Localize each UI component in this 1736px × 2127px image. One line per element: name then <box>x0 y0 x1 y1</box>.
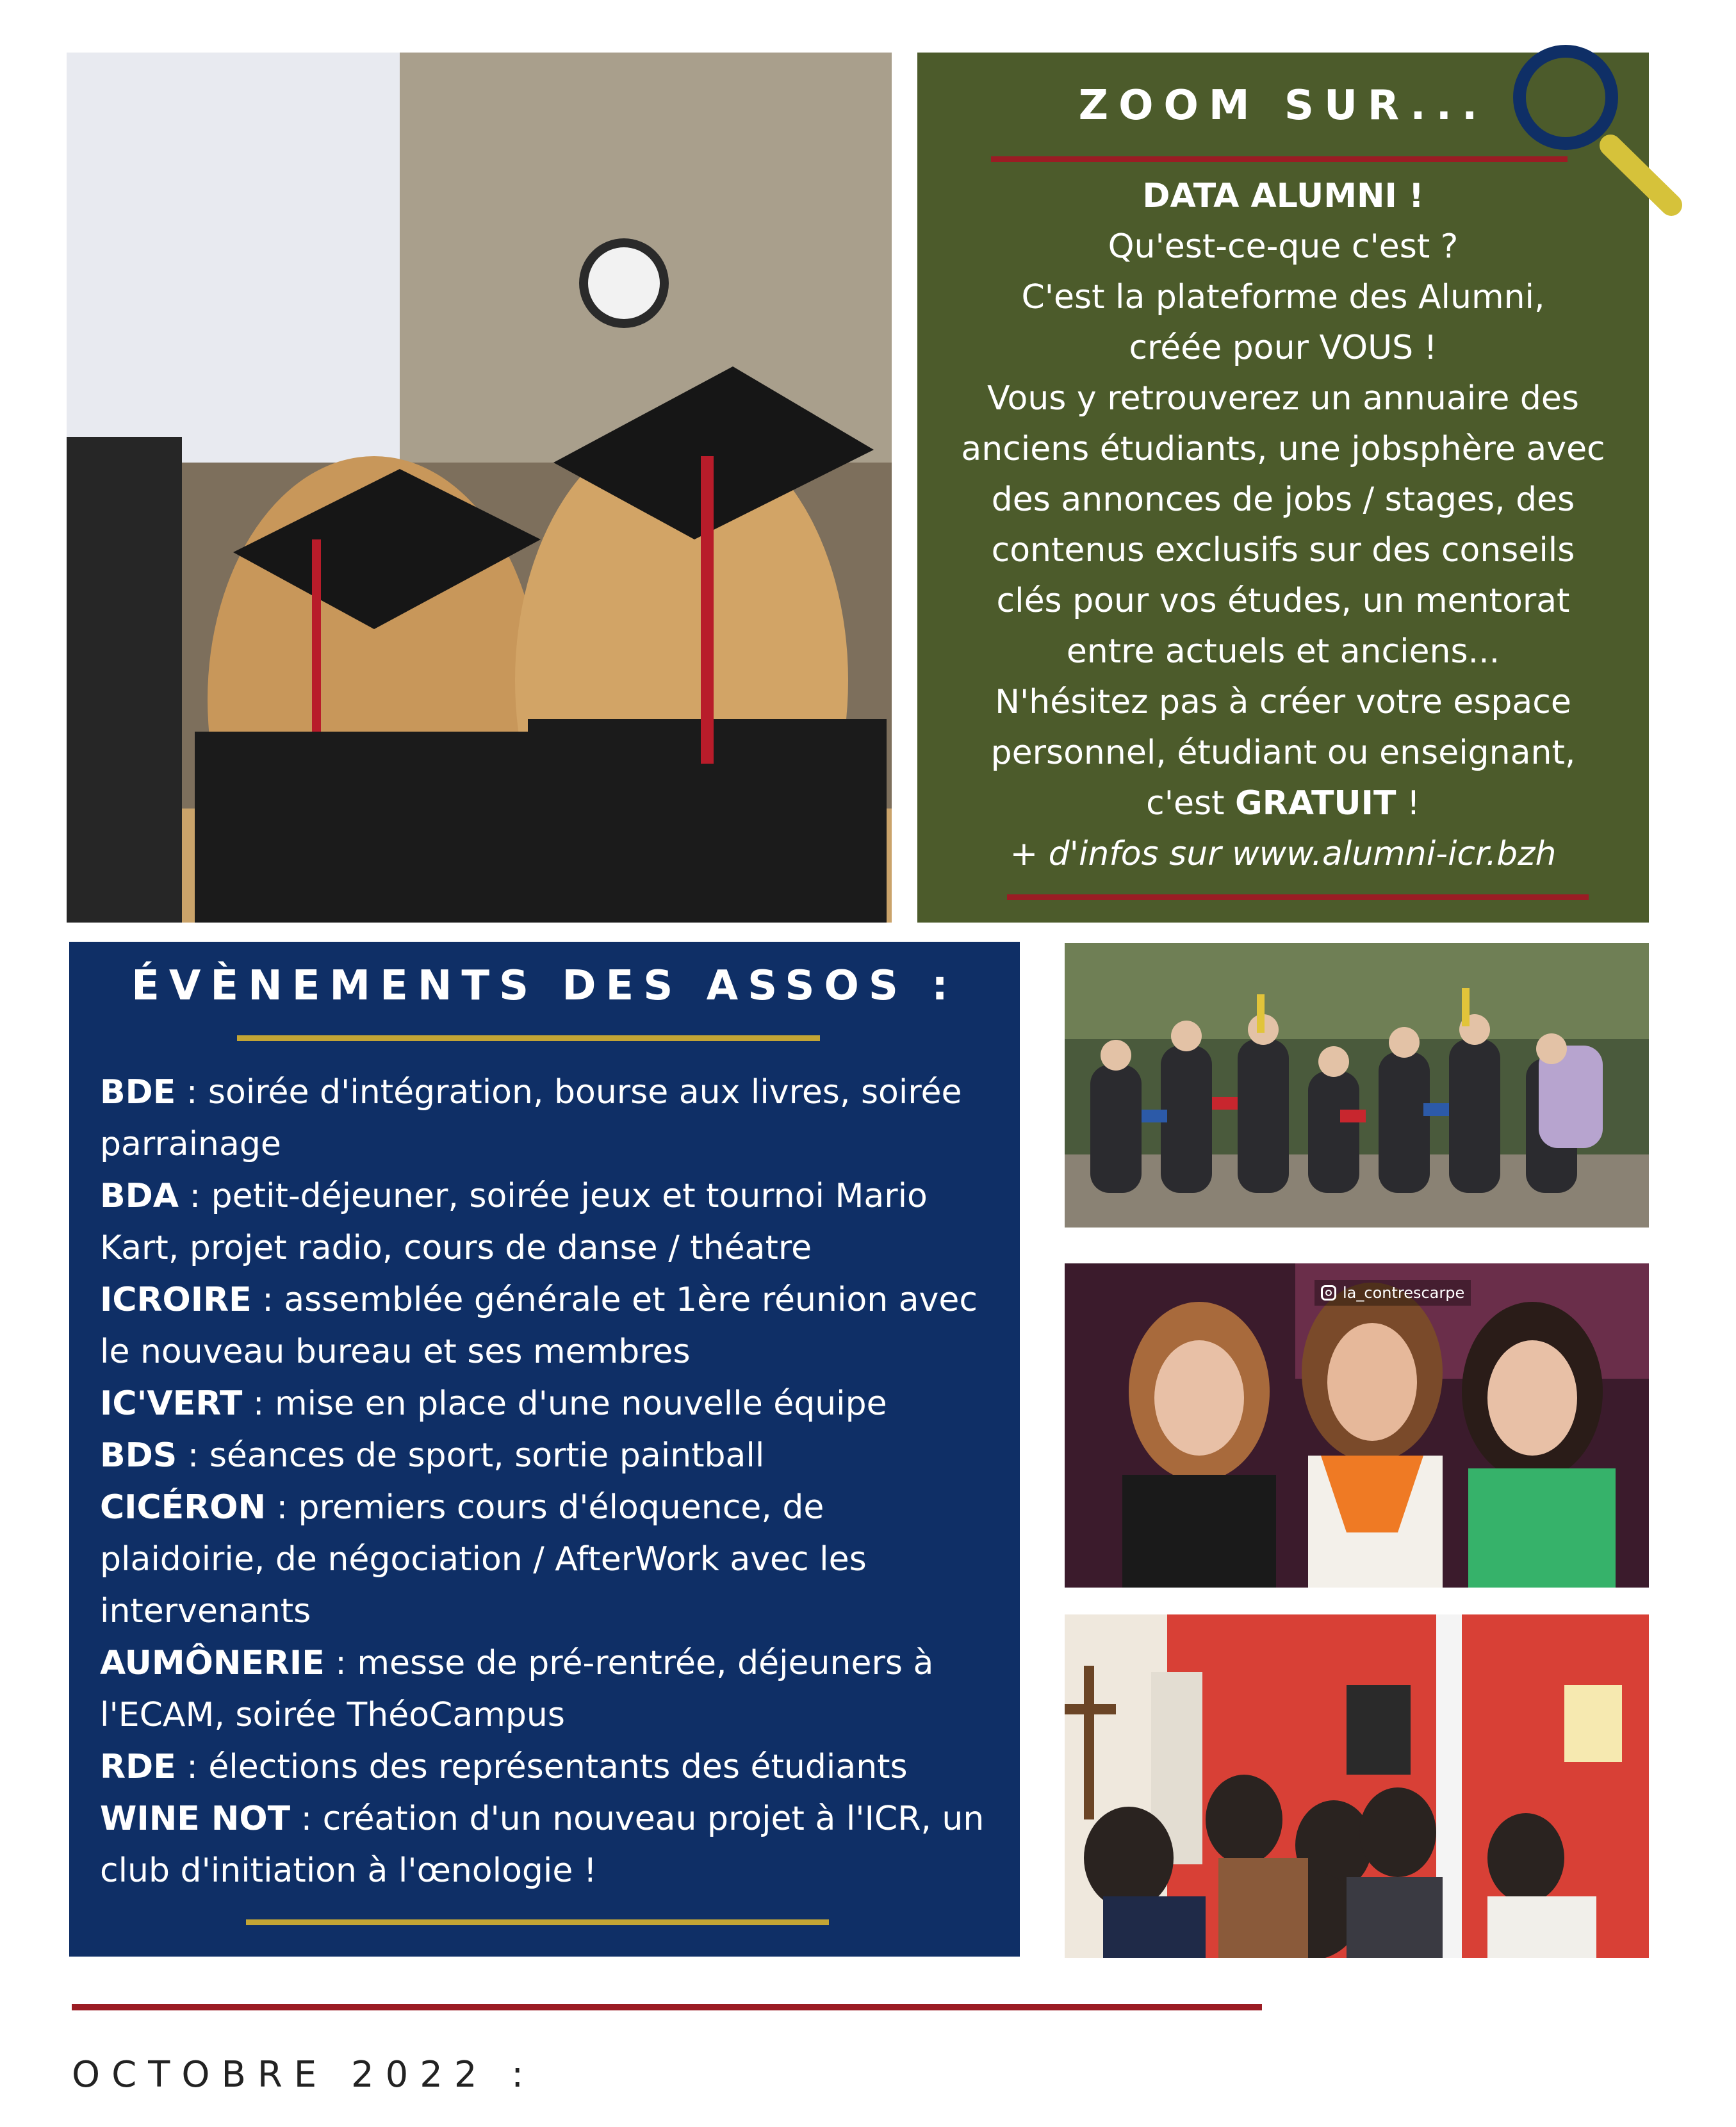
instagram-icon <box>1321 1285 1336 1301</box>
zoom-line: anciens étudiants, une jobsphère avec <box>961 430 1605 468</box>
magnifier-icon <box>1502 33 1694 226</box>
zoom-line: créée pour VOUS ! <box>1129 329 1437 367</box>
zoom-body <box>930 171 1636 880</box>
zoom-free-bold: GRATUIT <box>1235 784 1396 823</box>
zoom-more-info-link[interactable]: + d'infos sur www.alumni-icr.bzh <box>1010 835 1557 873</box>
events-panel <box>69 942 1020 1957</box>
zoom-line: contenus exclusifs sur des conseils <box>991 531 1575 570</box>
instagram-handle: la_contrescarpe <box>1343 1284 1465 1302</box>
events-top-divider <box>237 1035 820 1041</box>
list-item: CICÉRON : premiers cours d'éloquence, de plaidoirie, de négociation / AfterWork avec les intervenants <box>100 1488 867 1630</box>
zoom-bottom-divider <box>1007 894 1589 900</box>
friends-photo <box>1065 1263 1649 1588</box>
footer-date-label: OCTOBRE 2022 : <box>72 2054 536 2096</box>
zoom-line: Qu'est-ce-que c'est ? <box>1108 227 1459 266</box>
footer-divider <box>72 2004 1262 2010</box>
list-item: BDE : soirée d'intégration, bourse aux livres, soirée parrainage <box>100 1073 962 1163</box>
zoom-free-suffix: ! <box>1396 784 1420 823</box>
zoom-line: Vous y retrouverez un annuaire des <box>987 379 1579 418</box>
zoom-subtitle: DATA ALUMNI ! <box>1142 177 1424 215</box>
graduation-photo <box>67 53 892 923</box>
list-item: BDS : séances de sport, sortie paintball <box>100 1436 765 1475</box>
events-list <box>100 1067 994 1897</box>
zoom-top-divider <box>991 156 1568 162</box>
zoom-free-line <box>930 778 1636 829</box>
events-bottom-divider <box>246 1919 829 1925</box>
events-heading: ÉVÈNEMENTS DES ASSOS : <box>131 962 958 1010</box>
list-item: BDA : petit-déjeuner, soirée jeux et tournoi Mario Kart, projet radio, cours de danse / théatre <box>100 1177 928 1267</box>
paintball-group-photo <box>1065 943 1649 1228</box>
zoom-line: N'hésitez pas à créer votre espace <box>995 683 1571 721</box>
zoom-line: personnel, étudiant ou enseignant, <box>990 734 1576 772</box>
chaplaincy-photo <box>1065 1614 1649 1958</box>
zoom-heading: ZOOM SUR... <box>1078 82 1488 129</box>
list-item: WINE NOT : création d'un nouveau projet à l'ICR, un club d'initiation à l'œnologie ! <box>100 1800 985 1890</box>
zoom-line: C'est la plateforme des Alumni, <box>1021 278 1545 316</box>
zoom-line: entre actuels et anciens... <box>1066 632 1500 671</box>
zoom-free-prefix: c'est <box>1146 784 1236 823</box>
zoom-line: des annonces de jobs / stages, des <box>991 480 1575 519</box>
list-item: IC'VERT : mise en place d'une nouvelle équipe <box>100 1384 887 1423</box>
instagram-tag <box>1314 1280 1471 1306</box>
zoom-line: clés pour vos études, un mentorat <box>996 582 1570 620</box>
list-item: RDE : élections des représentants des étudiants <box>100 1748 908 1786</box>
list-item: AUMÔNERIE : messe de pré-rentrée, déjeuners à l'ECAM, soirée ThéoCampus <box>100 1644 934 1734</box>
list-item: ICROIRE : assemblée générale et 1ère réunion avec le nouveau bureau et ses membres <box>100 1281 978 1371</box>
